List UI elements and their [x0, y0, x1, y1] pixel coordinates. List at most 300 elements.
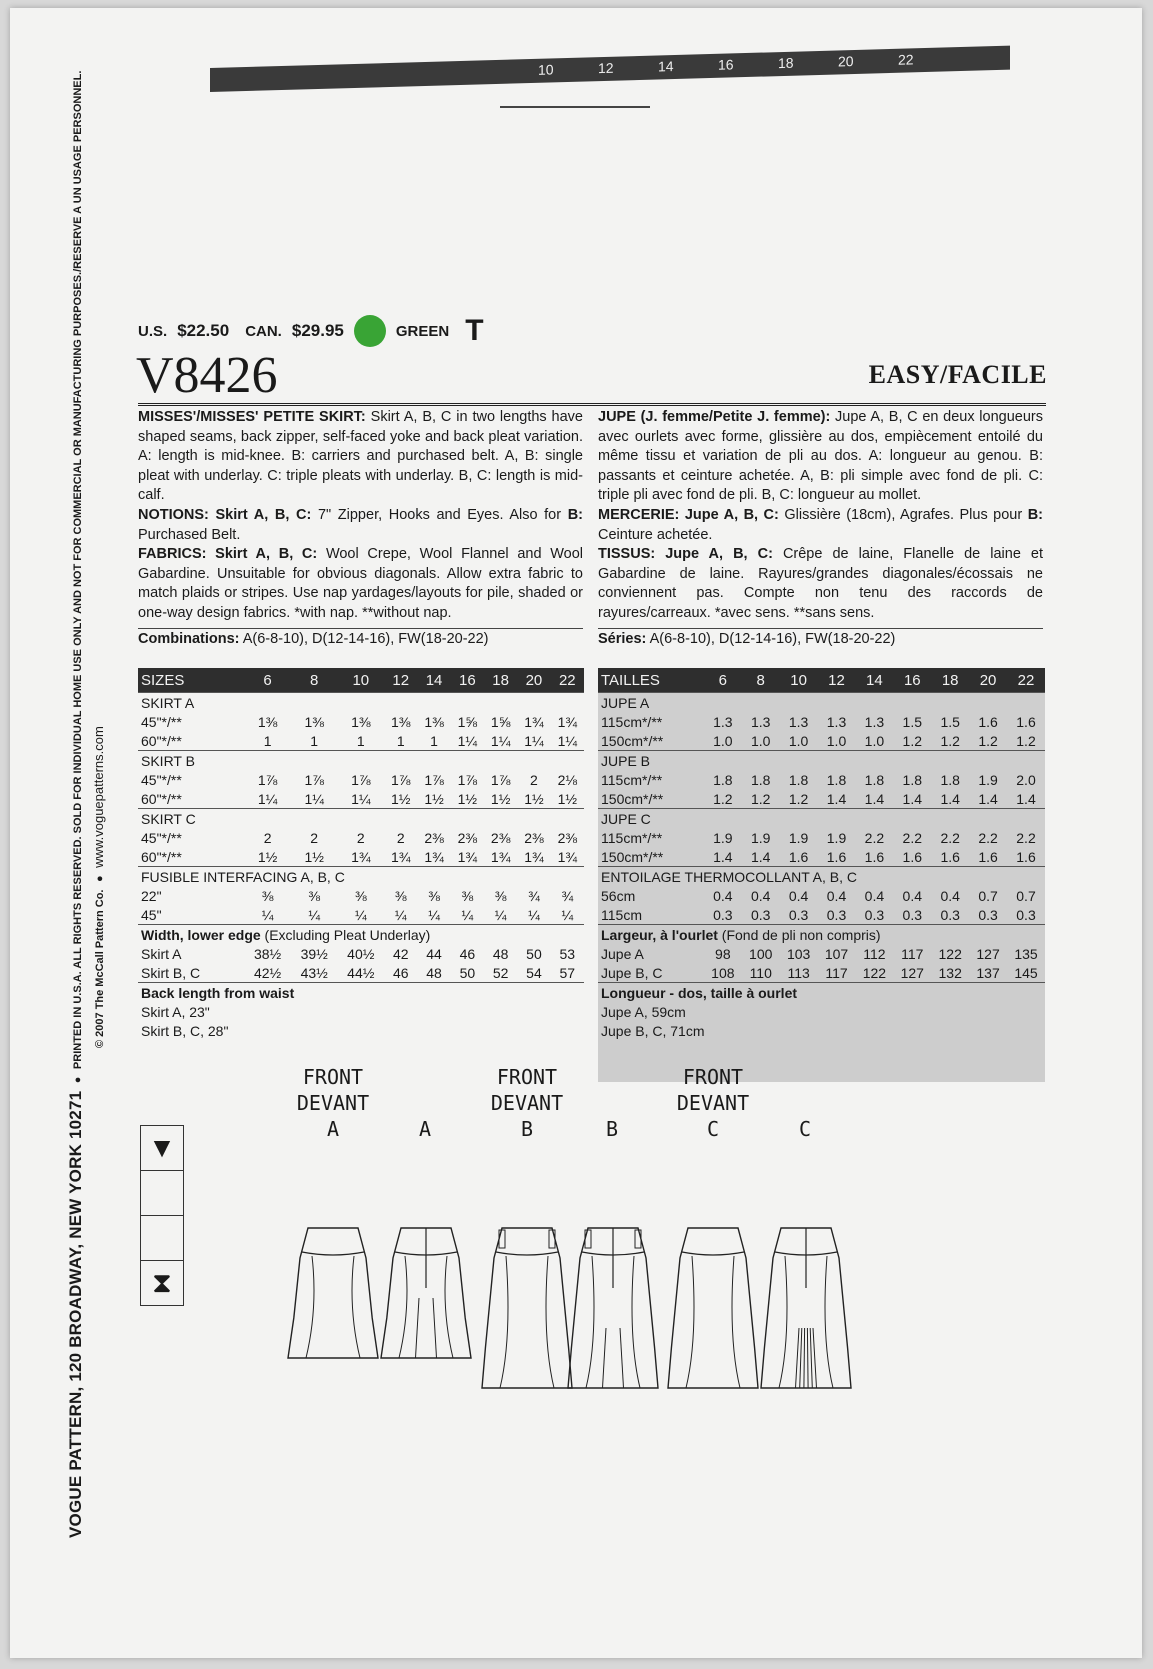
yoke-line: [682, 1252, 744, 1255]
yardage-value: 1.8: [893, 770, 931, 789]
yardage-value: 1.5: [893, 712, 931, 731]
yardage-value: 1¾: [351, 848, 371, 865]
size-header: 6: [704, 668, 742, 693]
yardage-value: 1.4: [704, 847, 742, 867]
french-title: JUPE (J. femme/Petite J. femme):: [598, 409, 831, 425]
yardage-value: 1.8: [780, 770, 818, 789]
row-label: 45": [141, 906, 162, 923]
width-value: 135: [1014, 945, 1038, 962]
yardage-value: 1½: [257, 848, 278, 865]
section-title-row: [598, 809, 1045, 829]
width-title: [138, 925, 584, 945]
publisher-address: VOGUE PATTERN, 120 BROADWAY, NEW YORK 10271: [66, 1090, 85, 1538]
row-label: 60"*/**: [141, 848, 182, 865]
size-header: 14: [417, 668, 450, 693]
table-row: [598, 905, 1045, 925]
size-label: TAILLES: [598, 668, 704, 693]
yardage-value: ⅜: [461, 887, 474, 904]
yardage-value: 2: [396, 829, 405, 846]
row-label: 150cm*/**: [598, 731, 704, 751]
row-label: 115cm*/**: [598, 712, 704, 731]
yardage-value: 1⅞: [257, 771, 278, 788]
size-label: SIZES: [138, 668, 244, 693]
yardage-value: 0.4: [931, 886, 969, 905]
row-label: Skirt B, C: [141, 964, 201, 981]
table-row: [138, 712, 584, 731]
view-label-devant: DEVANT: [490, 1091, 564, 1115]
yardage-value: 1.8: [704, 770, 742, 789]
back-length-row: [598, 1002, 1045, 1021]
pleat-line: [804, 1328, 805, 1388]
width-value: 110: [749, 964, 772, 981]
yardage-value: ¾: [528, 887, 540, 904]
size-header: 18: [484, 668, 517, 693]
width-value: 42: [392, 945, 409, 962]
hourglass-icon: ⧗: [140, 1260, 184, 1306]
yardage-value: 0.3: [704, 905, 742, 925]
front-view-label: [278, 1064, 388, 1142]
yardage-value: 1.6: [1007, 712, 1045, 731]
table-row: [598, 847, 1045, 867]
seam-line: [546, 1256, 554, 1388]
yardage-value: 1.6: [969, 847, 1007, 867]
width-title-text: Largeur, à l'ourlet: [601, 926, 718, 943]
yardage-value: 1.3: [818, 712, 856, 731]
front-view-label: [472, 1064, 582, 1142]
yardage-value: 1.0: [704, 731, 742, 751]
yardage-value: 2⅜: [424, 829, 444, 846]
width-value: 100: [749, 945, 773, 962]
size-strip: [210, 46, 1010, 92]
section-title-row: [138, 693, 584, 713]
seam-line: [445, 1256, 453, 1358]
yoke-line: [302, 1252, 364, 1255]
seam-line: [686, 1256, 694, 1388]
table-row: [598, 731, 1045, 751]
cutting-markers: [140, 1126, 184, 1306]
size-header: 16: [451, 668, 484, 693]
yardage-value: 1¼: [457, 732, 478, 749]
yardage-value: 1⅜: [304, 713, 324, 730]
copyright: © 2007 The McCall Pattern Co.: [94, 889, 106, 1048]
yardage-value: 0.3: [969, 905, 1007, 925]
width-row: [138, 963, 584, 983]
yardage-value: 1¼: [524, 732, 544, 749]
back-length-value: Jupe A, 59cm: [601, 1003, 686, 1020]
yardage-value: 0.4: [704, 886, 742, 905]
section-title: ENTOILAGE THERMOCOLLANT A, B, C: [598, 867, 1045, 887]
yardage-value: ¼: [461, 906, 474, 923]
size-header: 22: [551, 668, 584, 693]
section-title: SKIRT B: [138, 751, 584, 771]
mercerie-end: Ceinture achetée.: [598, 526, 713, 543]
yardage-value: 1¼: [351, 790, 371, 807]
yardage-value: 1½: [557, 790, 578, 807]
can-price: $29.95: [291, 321, 344, 340]
yardage-value: ¾: [561, 887, 574, 904]
row-label: 45"*/**: [141, 829, 182, 846]
row-label: 45"*/**: [141, 713, 182, 730]
color-name: GREEN: [395, 322, 450, 340]
back-title-row: [598, 983, 1045, 1003]
width-note: (Excluding Pleat Underlay): [260, 926, 431, 943]
table-row: [138, 847, 584, 867]
yardage-value: 1.2: [893, 731, 931, 751]
yardage-value: 2⅜: [557, 829, 578, 846]
yardage-value: 2: [310, 829, 319, 846]
yardage-value: 1½: [490, 790, 511, 807]
row-label: 115cm: [598, 905, 704, 925]
seam-line: [825, 1256, 833, 1388]
yardage-value: 1.9: [704, 828, 742, 847]
width-value: 108: [711, 964, 735, 981]
yardage-value: 0.4: [893, 886, 931, 905]
size-header: 18: [931, 668, 969, 693]
table-row: [138, 886, 584, 905]
pleat-line: [796, 1328, 800, 1388]
back-view-label: A: [418, 1117, 432, 1141]
row-label: Jupe B, C: [601, 964, 663, 981]
section-title: SKIRT A: [138, 693, 584, 713]
english-yardage-table: [138, 668, 584, 1040]
yardage-value: 1½: [424, 790, 444, 807]
size-header: 22: [1007, 668, 1045, 693]
width-value: 117: [901, 945, 924, 962]
back-length-value: Skirt A, 23": [141, 1003, 210, 1020]
yardage-value: 1.2: [780, 789, 818, 809]
fabrics-text: Wool Crepe, Wool Flannel and Wool Gabardine. Unsuitable for obvious diagonals. Allow extra fabric to match plaids or stripes. Use nap yardages/layouts for pile, shaded or one-way design fabrics. *with nap. **without nap.: [138, 546, 583, 621]
belt-carrier: [499, 1230, 505, 1248]
yardage-value: 2.2: [855, 828, 893, 847]
color-dot: [354, 315, 386, 347]
spine-text: VOGUE PATTERN, 120 BROADWAY, NEW YORK 10271 ● PRINTED IN U.S.A. ALL RIGHTS RESERVED. SOLD FOR INDIVIDUAL HOME USE ONLY AND NOT FOR COMMERCIAL OR MANUFACTURING PURPOSES./RESERVE A UN USAGE PERSONNEL.: [66, 70, 85, 1538]
yardage-value: 1: [310, 732, 319, 749]
size-header: 20: [517, 668, 550, 693]
seam-line: [399, 1256, 407, 1358]
yardage-value: 2⅜: [457, 829, 478, 846]
section-title: FUSIBLE INTERFACING A, B, C: [138, 867, 584, 887]
yardage-value: 1.4: [855, 789, 893, 809]
row-label: 60"*/**: [141, 732, 182, 749]
belt-carrier: [585, 1230, 591, 1248]
yardage-value: 2.2: [893, 828, 931, 847]
mercerie-b: B:: [1027, 506, 1044, 523]
back-length-row: [598, 1021, 1045, 1040]
section-title-row: [138, 867, 584, 887]
divider: [500, 106, 650, 108]
table-row: [138, 770, 584, 789]
yardage-value: 1⅞: [391, 771, 411, 788]
width-value: 127: [976, 945, 1000, 962]
pleat-line: [813, 1328, 817, 1388]
yardage-value: 1: [263, 732, 272, 749]
yardage-value: 2.2: [969, 828, 1007, 847]
yardage-value: 1.3: [742, 712, 780, 731]
width-value: 46: [459, 945, 476, 962]
seam-line: [352, 1256, 360, 1358]
front-view-label: [658, 1064, 768, 1142]
can-label: CAN.: [245, 322, 282, 340]
table-row: [138, 731, 584, 751]
yardage-value: 1⅞: [351, 771, 371, 788]
size-header: 20: [969, 668, 1007, 693]
yardage-value: 1.3: [704, 712, 742, 731]
yardage-value: 1⅝: [457, 713, 478, 730]
back-title-row: [138, 983, 584, 1003]
seam-line: [586, 1256, 594, 1388]
yardage-value: 1.4: [742, 847, 780, 867]
table-row: [598, 770, 1045, 789]
pleat-line: [416, 1298, 420, 1358]
width-value: 39½: [300, 945, 328, 962]
yardage-value: 1½: [524, 790, 544, 807]
width-value: 44½: [347, 964, 375, 981]
back-skirt-drawing: [751, 1223, 861, 1393]
series-label: Séries:: [598, 630, 647, 647]
width-title-row: [138, 925, 584, 945]
table-row: [598, 886, 1045, 905]
yardage-value: 1.9: [780, 828, 818, 847]
row-label: 150cm*/**: [598, 847, 704, 867]
yardage-value: 1.4: [893, 789, 931, 809]
view-label-letter: A: [326, 1117, 340, 1141]
tissus-label: TISSUS: Jupe A, B, C:: [598, 546, 773, 563]
yardage-value: ¼: [354, 906, 367, 923]
yardage-value: 1.3: [855, 712, 893, 731]
width-value: 57: [559, 964, 576, 981]
yardage-value: 0.4: [780, 886, 818, 905]
size-strip-number: 14: [658, 58, 674, 75]
english-description: [138, 408, 583, 649]
yardage-value: 1¾: [524, 713, 544, 730]
yardage-value: 0.3: [818, 905, 856, 925]
yardage-value: 2⅛: [557, 771, 578, 788]
legal-notice: PRINTED IN U.S.A. ALL RIGHTS RESERVED. SOLD FOR INDIVIDUAL HOME USE ONLY AND NOT FOR COMMERCIAL OR MANUFACTURING PURPOSES./RESERVE A UN USAGE PERSONNEL.: [72, 70, 84, 1070]
width-value: 43½: [300, 964, 328, 981]
notions-text: 7" Zipper, Hooks and Eyes. Also for: [317, 506, 562, 523]
row-label: 45"*/**: [141, 771, 182, 788]
section-title: SKIRT C: [138, 809, 584, 829]
yardage-value: 0.3: [1007, 905, 1045, 925]
notions-label: NOTIONS: Skirt A, B, C:: [138, 506, 312, 523]
width-value: 122: [862, 964, 887, 981]
table-row: [598, 828, 1045, 847]
yardage-value: 2: [530, 771, 538, 788]
yardage-value: 0.3: [855, 905, 893, 925]
yardage-value: ¼: [528, 906, 540, 923]
notions-b: B:: [567, 506, 584, 523]
yardage-value: ⅜: [308, 887, 321, 904]
yardage-value: 1.0: [742, 731, 780, 751]
view-label-devant: DEVANT: [676, 1091, 750, 1115]
yardage-value: 1.0: [855, 731, 893, 751]
size-header: 8: [291, 668, 338, 693]
yardage-value: 1¾: [524, 848, 544, 865]
yardage-value: 1.4: [931, 789, 969, 809]
yardage-value: 1⅞: [490, 771, 511, 788]
yardage-value: 1.6: [931, 847, 969, 867]
width-title-text: Width, lower edge: [141, 926, 261, 943]
combinations-text: A(6-8-10), D(12-14-16), FW(18-20-22): [242, 630, 489, 647]
width-row: [598, 963, 1045, 983]
blank-box: [140, 1170, 184, 1216]
yardage-value: 0.4: [818, 886, 856, 905]
yardage-value: 1½: [457, 790, 478, 807]
triangle-down-icon: ▼: [140, 1125, 184, 1171]
yardage-value: 1½: [391, 790, 411, 807]
yardage-value: ¼: [261, 906, 274, 923]
size-header-row: [138, 668, 584, 693]
yardage-value: 1: [356, 732, 365, 749]
skirt-outline: [668, 1228, 758, 1388]
pattern-envelope-back: [10, 8, 1142, 1658]
back-length-row: [138, 1021, 584, 1040]
size-header: 8: [742, 668, 780, 693]
yardage-value: 0.3: [931, 905, 969, 925]
yardage-value: 1.6: [969, 712, 1007, 731]
yardage-value: 1⅝: [490, 713, 511, 730]
yardage-value: ⅜: [261, 887, 274, 904]
yardage-value: 1¼: [304, 790, 324, 807]
yardage-value: 2.2: [1007, 828, 1045, 847]
yardage-value: 2.2: [931, 828, 969, 847]
table-row: [598, 789, 1045, 809]
yardage-value: 1¼: [557, 732, 578, 749]
section-title: JUPE B: [598, 751, 1045, 771]
section-title: JUPE C: [598, 809, 1045, 829]
blank-box: [140, 1215, 184, 1261]
tissus-text: Crêpe de laine, Flanelle de laine et Gabardine de laine. Rayures/grandes diagonales/écossais ne conviennent pas. Compte non tenu des raccords de rayures/carreaux. *avec sens. **sans sens.: [598, 546, 1044, 621]
row-label: 22": [141, 887, 162, 904]
pleat-line: [603, 1328, 607, 1388]
yardage-value: 1.4: [969, 789, 1007, 809]
yardage-value: 1⅜: [351, 713, 371, 730]
yardage-value: 0.7: [969, 886, 1007, 905]
width-value: 98: [715, 945, 731, 962]
width-value: 117: [825, 964, 848, 981]
width-value: 52: [492, 964, 509, 981]
yardage-value: ⅜: [494, 887, 507, 904]
section-title-row: [598, 693, 1045, 713]
yardage-value: 1¼: [257, 790, 278, 807]
pattern-letter: T: [465, 314, 484, 347]
mercerie-label: MERCERIE: Jupe A, B, C:: [598, 506, 779, 523]
size-header-row: [598, 668, 1045, 693]
size-strip-number: 22: [898, 51, 914, 68]
back-length-title: Back length from waist: [138, 983, 584, 1003]
width-value: 113: [787, 964, 810, 981]
yardage-value: ⅜: [354, 887, 367, 904]
english-desc-text: Skirt A, B, C in two lengths have shaped seams, back zipper, self-faced yoke and back pleat variation. A: length is mid-knee. B: carriers and purchased belt. A, B: single pleat with underlay. C: triple pleats with underlay. B, C: length is mid-calf.: [138, 409, 583, 504]
french-yardage-table: [598, 668, 1045, 1040]
width-value: 132: [938, 964, 962, 981]
pleat-line: [433, 1298, 437, 1358]
seam-line: [306, 1256, 314, 1358]
yardage-value: 2: [263, 829, 272, 846]
size-header: 14: [855, 668, 893, 693]
width-value: 54: [526, 964, 542, 981]
table-row: [598, 712, 1045, 731]
width-value: 53: [559, 945, 576, 962]
width-value: 40½: [347, 945, 375, 962]
width-value: 127: [900, 964, 924, 981]
yardage-value: ¼: [561, 906, 574, 923]
seam-line: [632, 1256, 640, 1388]
yardage-value: 1⅞: [457, 771, 478, 788]
yardage-value: 0.3: [893, 905, 931, 925]
yardage-value: 1.3: [780, 712, 818, 731]
yardage-value: 1¼: [490, 732, 511, 749]
yardage-value: 1: [396, 732, 405, 749]
pattern-number: V8426: [136, 347, 278, 404]
us-price: $22.50: [177, 321, 230, 340]
skirt-outline: [288, 1228, 378, 1358]
row-label: 60"*/**: [141, 790, 182, 807]
yardage-value: 1½: [304, 848, 324, 865]
yardage-value: 1.0: [780, 731, 818, 751]
yardage-value: 1⅜: [391, 713, 411, 730]
yardage-value: 1.8: [742, 770, 780, 789]
yardage-value: 1.6: [818, 847, 856, 867]
table-row: [138, 905, 584, 925]
size-strip-number: 12: [598, 59, 614, 77]
back-length-row: [138, 1002, 584, 1021]
yardage-value: 1: [430, 732, 438, 749]
seam-line: [500, 1256, 508, 1388]
yardage-value: 1¾: [557, 848, 578, 865]
yardage-value: 1.2: [931, 731, 969, 751]
row-label: 115cm*/**: [598, 770, 704, 789]
yardage-value: 1.5: [931, 712, 969, 731]
width-row: [138, 944, 584, 963]
width-value: 50: [459, 964, 476, 981]
back-length-value: Skirt B, C, 28": [141, 1022, 229, 1039]
header-rule: [138, 403, 1046, 406]
width-value: 145: [1014, 964, 1038, 981]
pleat-line: [800, 1328, 802, 1388]
size-header: 12: [384, 668, 417, 693]
yardage-value: 0.7: [1007, 886, 1045, 905]
series-text: A(6-8-10), D(12-14-16), FW(18-20-22): [649, 630, 896, 647]
view-label-letter: C: [706, 1117, 720, 1141]
size-header: 16: [893, 668, 931, 693]
english-title: MISSES'/MISSES' PETITE SKIRT:: [138, 409, 366, 425]
yardage-value: 1.6: [1007, 847, 1045, 867]
width-value: 48: [426, 964, 442, 981]
us-label: U.S.: [138, 322, 168, 340]
yardage-value: 2⅜: [490, 829, 511, 846]
yardage-value: 2: [356, 829, 365, 846]
width-value: 44: [426, 945, 442, 962]
section-title-row: [598, 867, 1045, 887]
row-label: 150cm*/**: [598, 789, 704, 809]
yardage-value: 1⅞: [304, 771, 324, 788]
spine-copyright: © 2007 The McCall Pattern Co. ● www.voguepatterns.com: [91, 726, 106, 1048]
size-strip-number: 16: [718, 56, 734, 73]
size-header: 12: [818, 668, 856, 693]
fabrics-label: FABRICS: Skirt A, B, C:: [138, 546, 318, 563]
size-strip-number: 18: [778, 54, 794, 72]
yardage-value: 1.9: [969, 770, 1007, 789]
width-value: 137: [976, 964, 1000, 981]
mercerie-text: Glissière (18cm), Agrafes. Plus pour: [784, 506, 1023, 523]
section-title-row: [138, 809, 584, 829]
belt-carrier: [549, 1230, 555, 1248]
back-skirt-drawing: [558, 1223, 668, 1393]
yardage-value: 1.2: [969, 731, 1007, 751]
yardage-value: 1.2: [1007, 731, 1045, 751]
width-title-row: [598, 925, 1045, 945]
